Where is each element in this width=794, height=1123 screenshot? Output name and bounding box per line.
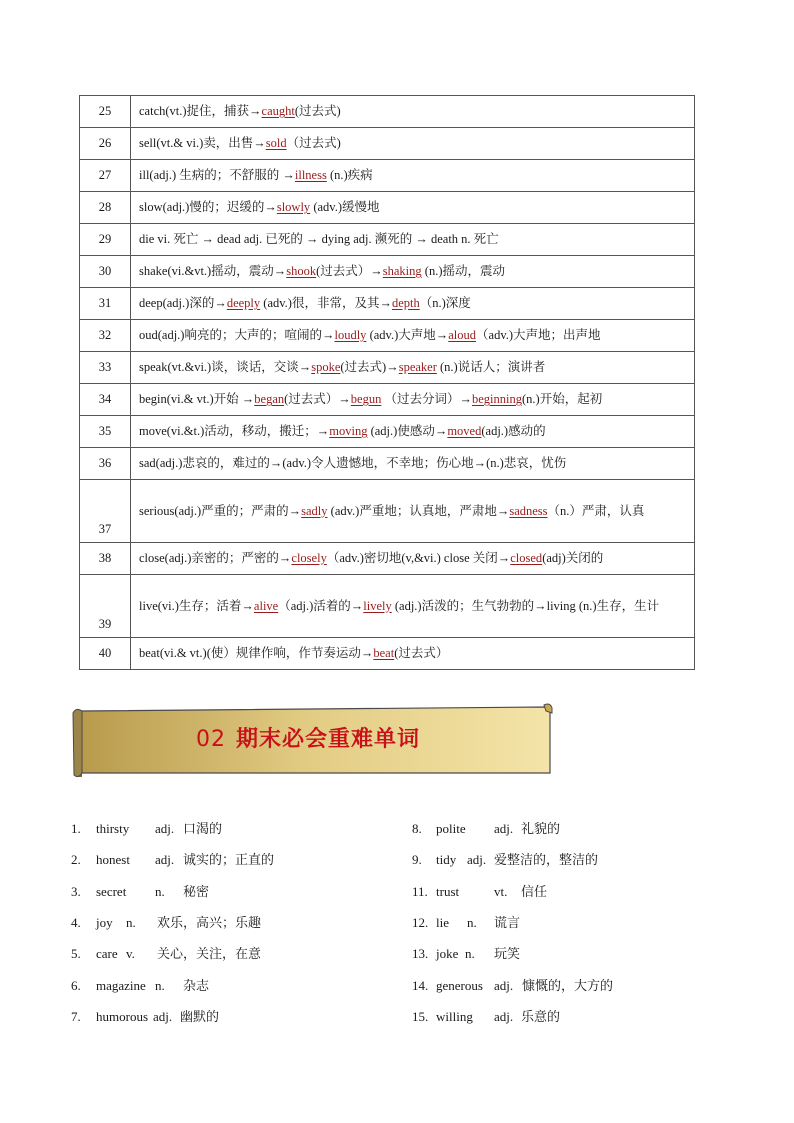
word-number: 3.	[71, 883, 81, 899]
answer-word: beginning	[472, 392, 522, 406]
word-number: 15.	[412, 1008, 429, 1024]
answer-word: closed	[510, 551, 543, 565]
table-row	[80, 224, 695, 256]
row-text: (过去式）→	[284, 392, 351, 406]
row-content	[131, 288, 695, 320]
row-text: (adj)关闭的	[542, 551, 604, 565]
answer-word: began	[254, 392, 285, 406]
row-text: (adj.)活泼的；生气勃勃的→living (n.)生存，生计	[391, 598, 660, 613]
part-of-speech: adj.	[153, 1008, 173, 1024]
row-number: 38	[80, 543, 131, 575]
table-row	[80, 256, 695, 288]
row-number: 36	[80, 448, 131, 480]
table-row	[80, 192, 695, 224]
row-text: move(vi.&t.)活动，移动，搬迁；→	[139, 424, 330, 438]
word-number: 11.	[412, 883, 428, 899]
row-number: 31	[80, 288, 131, 320]
vocab-word: care	[96, 946, 118, 962]
table-row	[80, 160, 695, 192]
row-text: (过去式）→	[316, 264, 383, 278]
row-content	[131, 638, 695, 670]
word-meaning: 欢乐，高兴；乐趣	[157, 914, 262, 930]
answer-word: begun	[350, 392, 382, 406]
answer-word: sadness	[509, 503, 548, 518]
table-row	[80, 480, 695, 543]
part-of-speech: adj.	[467, 852, 487, 868]
row-content	[131, 352, 695, 384]
row-text: live(vi.)生存；活着→	[139, 598, 254, 613]
word-number: 13.	[412, 946, 429, 962]
word-meaning: 礼貌的	[521, 821, 561, 836]
row-text: (adv.)很，非常，及其→	[260, 296, 392, 310]
section-title-text: 期末必会重难单词	[236, 727, 421, 752]
word-number: 2.	[71, 852, 81, 868]
word-meaning: 关心，关注，在意	[157, 946, 262, 962]
word-meaning: 慷慨的，大方的	[522, 977, 614, 993]
vocab-word: willing	[436, 1008, 473, 1024]
vocab-word: polite	[436, 821, 466, 836]
row-text: (过去式)→	[340, 360, 399, 374]
row-text: （adv.)密切地(v,&vi.) close 关闭→	[326, 551, 511, 565]
row-number: 32	[80, 320, 131, 352]
vocab-word: tidy	[436, 852, 457, 868]
scroll-left-curl	[73, 709, 82, 776]
part-of-speech: n.	[155, 977, 165, 993]
answer-word: lively	[363, 598, 392, 613]
row-text: （adj.)活着的→	[278, 598, 364, 613]
row-text: close(adj.)亲密的；严密的→	[139, 551, 292, 565]
row-text: begin(vi.& vt.)开始 →	[139, 392, 255, 406]
row-text: (n.)开始，起初	[522, 392, 603, 406]
row-text: (adv.)缓慢地	[310, 200, 380, 214]
vocab-word: honest	[96, 852, 130, 868]
row-text: （n.）严肃，认真	[547, 503, 645, 518]
answer-word: shaking	[382, 264, 422, 278]
answer-word: caught	[261, 104, 295, 118]
row-number: 30	[80, 256, 131, 288]
row-text: sell(vt.& vi.)卖，出售→	[139, 136, 266, 150]
vocab-word: lie	[436, 914, 449, 930]
answer-word: aloud	[448, 328, 477, 342]
answer-word: beat	[373, 646, 395, 660]
table-row	[80, 638, 695, 670]
row-text: deep(adj.)深的→	[139, 296, 227, 310]
word-number: 6.	[71, 977, 81, 993]
table-row	[80, 288, 695, 320]
row-text: （过去分词）→	[381, 392, 472, 406]
part-of-speech: adj.	[494, 1008, 514, 1024]
row-text: (n.)疾病	[326, 168, 373, 182]
table-row	[80, 320, 695, 352]
table-row	[80, 384, 695, 416]
table-row	[80, 543, 695, 575]
answer-word: depth	[391, 296, 420, 310]
word-number: 7.	[71, 1008, 81, 1024]
row-text: (过去式)	[294, 104, 341, 118]
answer-word: loudly	[334, 328, 367, 342]
word-number: 12.	[412, 914, 429, 930]
row-content	[131, 256, 695, 288]
part-of-speech: n.	[126, 914, 136, 930]
table-row	[80, 128, 695, 160]
row-text: beat(vi.& vt.)(使）规律作响，作节奏运动→	[139, 646, 374, 660]
part-of-speech: vt.	[494, 883, 508, 899]
row-number: 25	[80, 96, 131, 128]
row-number: 37	[80, 480, 131, 543]
vocab-table	[79, 95, 695, 670]
row-number: 40	[80, 638, 131, 670]
part-of-speech: adj.	[155, 821, 175, 836]
vocab-word: humorous	[96, 1008, 148, 1024]
answer-word: alive	[253, 598, 279, 613]
row-text: speak(vt.&vi.)谈，谈话，交谈→	[139, 360, 312, 374]
word-meaning: 玩笑	[494, 946, 521, 962]
part-of-speech: adj.	[494, 977, 514, 993]
part-of-speech: n.	[467, 914, 477, 930]
answer-word: illness	[294, 168, 327, 182]
vocab-word: thirsty	[96, 821, 130, 836]
vocab-word: generous	[436, 977, 483, 993]
row-content	[131, 160, 695, 192]
answer-word: moved	[447, 424, 482, 438]
table-row	[80, 96, 695, 128]
vocab-word: secret	[96, 883, 127, 899]
row-content	[131, 448, 695, 480]
row-text: catch(vt.)捉住，捕获→	[139, 104, 262, 118]
row-content	[131, 575, 695, 638]
answer-word: deeply	[226, 296, 261, 310]
row-text: ill(adj.) 生病的；不舒服的 →	[139, 168, 295, 182]
row-number: 26	[80, 128, 131, 160]
row-content	[131, 320, 695, 352]
part-of-speech: n.	[465, 946, 475, 962]
row-text: （过去式)	[286, 136, 341, 150]
word-number: 1.	[71, 821, 81, 836]
vocab-word: joy	[96, 914, 113, 930]
word-number: 4.	[71, 914, 81, 930]
word-number: 14.	[412, 977, 429, 993]
section-title	[196, 722, 420, 753]
row-text: slow(adj.)慢的；迟缓的→	[139, 200, 277, 214]
row-number: 29	[80, 224, 131, 256]
answer-word: sold	[265, 136, 287, 150]
word-number: 9.	[412, 852, 422, 868]
part-of-speech: n.	[155, 883, 165, 899]
row-text: sad(adj.)悲哀的，难过的→(adv.)令人遗憾地，不幸地；伤心地→(n.)悲哀，忧伤	[139, 456, 567, 470]
word-meaning: 秘密	[183, 883, 210, 899]
row-content	[131, 192, 695, 224]
row-number: 34	[80, 384, 131, 416]
word-meaning: 爱整洁的，整洁的	[494, 852, 599, 868]
row-number: 27	[80, 160, 131, 192]
row-content	[131, 384, 695, 416]
row-text: oud(adj.)响亮的；大声的；喧闹的→	[139, 328, 335, 342]
row-content	[131, 543, 695, 575]
row-text: (n.)摇动，震动	[421, 264, 505, 278]
part-of-speech: adj.	[494, 821, 514, 836]
row-number: 33	[80, 352, 131, 384]
row-number: 35	[80, 416, 131, 448]
row-text: (n.)说话人；演讲者	[436, 360, 546, 374]
row-text: (过去式）	[394, 646, 449, 660]
word-meaning: 诚实的；正直的	[183, 852, 275, 868]
row-text: (adj.)感动的	[481, 424, 546, 438]
row-number: 39	[80, 575, 131, 638]
row-text: （adv.)大声地；出声地	[476, 328, 601, 342]
row-text: (adv.)严重地；认真地，严肃地→	[327, 503, 510, 518]
answer-word: slowly	[276, 200, 311, 214]
part-of-speech: adj.	[155, 852, 175, 868]
table-row	[80, 352, 695, 384]
word-meaning: 谎言	[494, 914, 521, 930]
section-number: 02	[196, 727, 226, 752]
table-row	[80, 416, 695, 448]
row-text: serious(adj.)严重的；严肃的→	[139, 503, 302, 518]
row-text: (adv.)大声地→	[366, 328, 449, 342]
row-content	[131, 96, 695, 128]
word-number: 8.	[412, 821, 422, 836]
word-number: 5.	[71, 946, 81, 962]
answer-word: sadly	[301, 503, 328, 518]
vocab-word: magazine	[96, 977, 146, 993]
word-meaning: 口渴的	[183, 821, 223, 836]
answer-word: speaker	[398, 360, 437, 374]
answer-word: shook	[286, 264, 317, 278]
part-of-speech: v.	[126, 946, 135, 962]
row-content	[131, 224, 695, 256]
table-row	[80, 448, 695, 480]
row-content	[131, 480, 695, 543]
word-meaning: 幽默的	[180, 1008, 220, 1024]
answer-word: closely	[291, 551, 327, 565]
word-meaning: 乐意的	[521, 1008, 561, 1024]
row-text: shake(vi.&vt.)摇动，震动→	[139, 264, 287, 278]
row-text: （n.)深度	[419, 296, 471, 310]
answer-word: moving	[329, 424, 368, 438]
row-content	[131, 128, 695, 160]
vocab-word: joke	[436, 946, 459, 962]
word-meaning: 杂志	[183, 977, 210, 993]
row-text: (adj.)使感动→	[367, 424, 448, 438]
row-content	[131, 416, 695, 448]
table-row	[80, 575, 695, 638]
row-text: die vi. 死亡 → dead adj. 已死的 → dying adj. 濒死的 → death n. 死亡	[139, 232, 499, 246]
row-number: 28	[80, 192, 131, 224]
answer-word: spoke	[311, 360, 341, 374]
word-meaning: 信任	[521, 883, 548, 899]
vocab-word: trust	[436, 883, 460, 899]
